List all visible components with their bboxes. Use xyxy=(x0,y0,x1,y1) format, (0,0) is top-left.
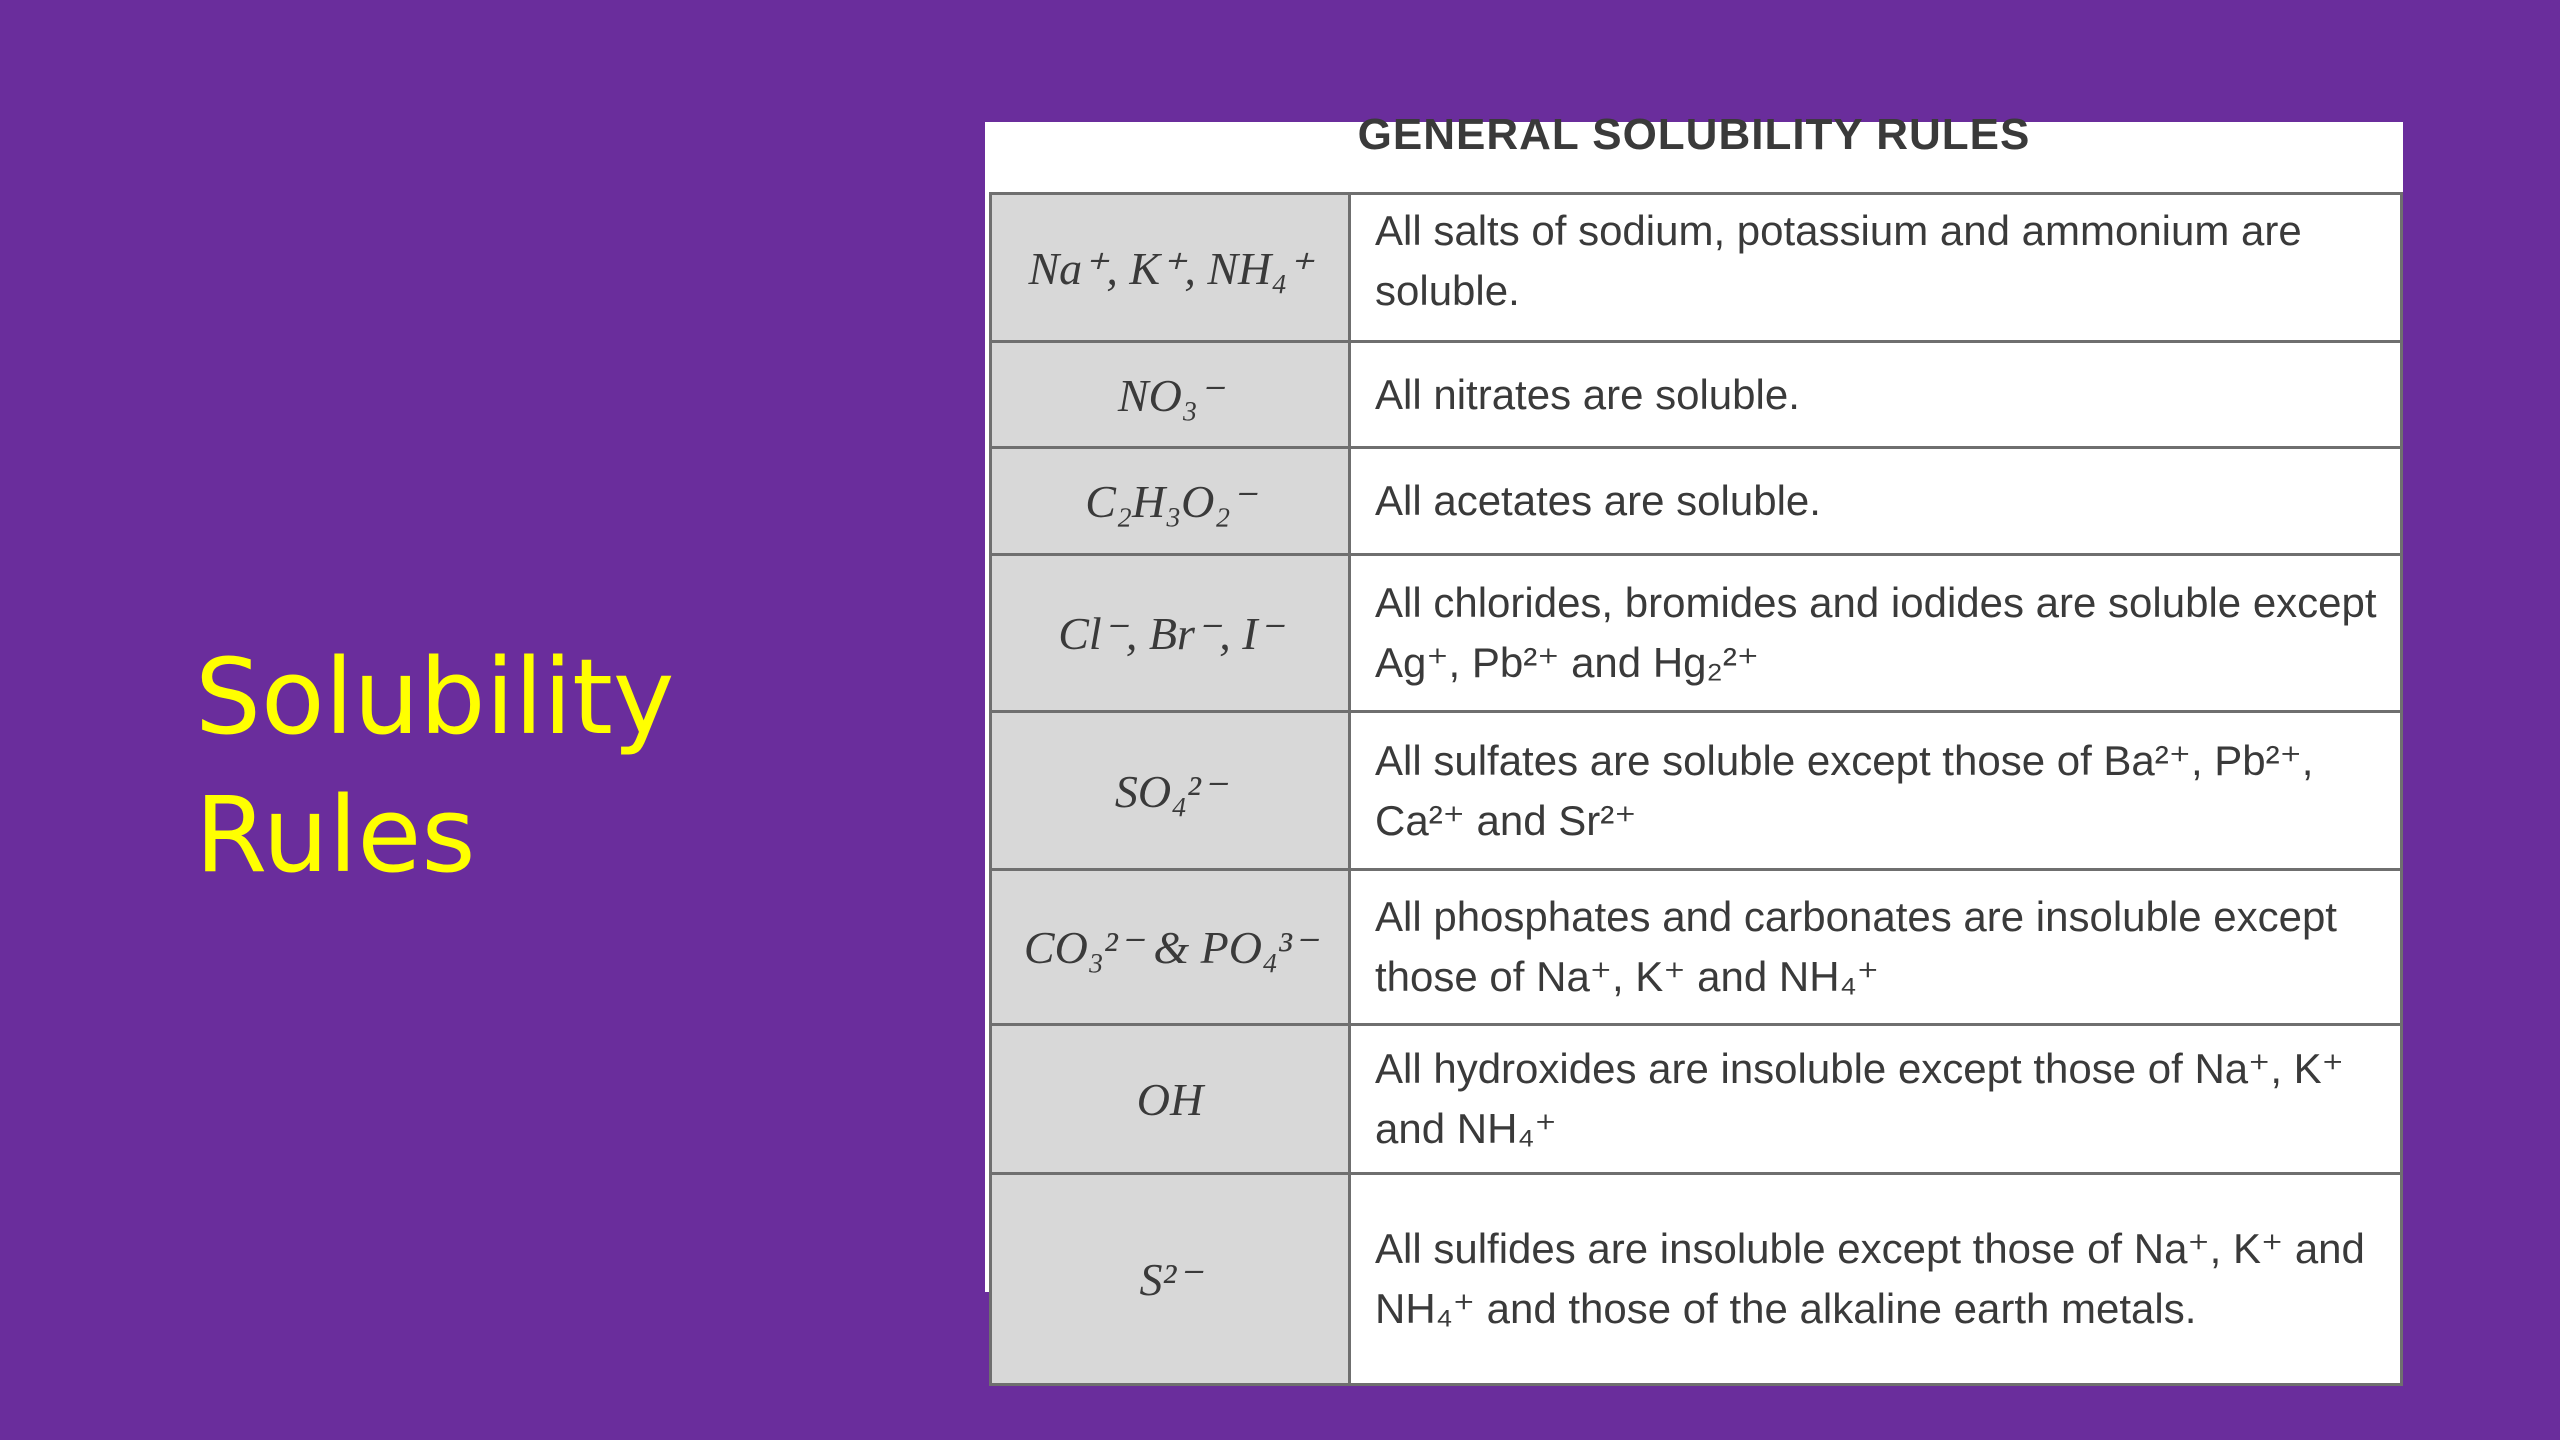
table-row xyxy=(991,448,2402,555)
ion-cell: SO₄²⁻ xyxy=(991,712,1350,870)
rule-cell: All nitrates are soluble. xyxy=(1350,342,2402,448)
table-row xyxy=(991,870,2402,1025)
rule-cell: All hydroxides are insoluble except those of Na⁺, K⁺ and NH₄⁺ xyxy=(1350,1025,2402,1174)
table-row xyxy=(991,712,2402,870)
table-row xyxy=(991,1174,2402,1385)
ion-cell: CO₃²⁻ & PO₄³⁻ xyxy=(991,870,1350,1025)
table-row xyxy=(991,342,2402,448)
slide-title: Solubility Rules xyxy=(195,636,675,896)
rule-cell: All sulfides are insoluble except those of Na⁺, K⁺ and NH₄⁺ and those of the alkaline earth metals. xyxy=(1350,1174,2402,1385)
table-row xyxy=(991,555,2402,712)
ion-cell: Na⁺, K⁺, NH₄⁺ xyxy=(991,194,1350,342)
solubility-rules-table-image xyxy=(985,110,2403,1332)
rule-cell: All sulfates are soluble except those of Ba²⁺, Pb²⁺, Ca²⁺ and Sr²⁺ xyxy=(1350,712,2402,870)
ion-cell: NO₃⁻ xyxy=(991,342,1350,448)
rule-cell: All salts of sodium, potassium and ammonium are soluble. xyxy=(1350,194,2402,342)
ion-cell: S²⁻ xyxy=(991,1174,1350,1385)
rule-cell: All phosphates and carbonates are insoluble except those of Na⁺, K⁺ and NH₄⁺ xyxy=(1350,870,2402,1025)
ion-cell: OH xyxy=(991,1025,1350,1174)
table-heading: GENERAL SOLUBILITY RULES xyxy=(1357,110,2031,159)
solubility-rules-table xyxy=(989,192,2403,1386)
table-row xyxy=(991,194,2402,342)
ion-cell: C₂H₃O₂⁻ xyxy=(991,448,1350,555)
table-row xyxy=(991,1025,2402,1174)
rule-cell: All chlorides, bromides and iodides are soluble except Ag⁺, Pb²⁺ and Hg₂²⁺ xyxy=(1350,555,2402,712)
ion-cell: Cl⁻, Br⁻, I⁻ xyxy=(991,555,1350,712)
rule-cell: All acetates are soluble. xyxy=(1350,448,2402,555)
